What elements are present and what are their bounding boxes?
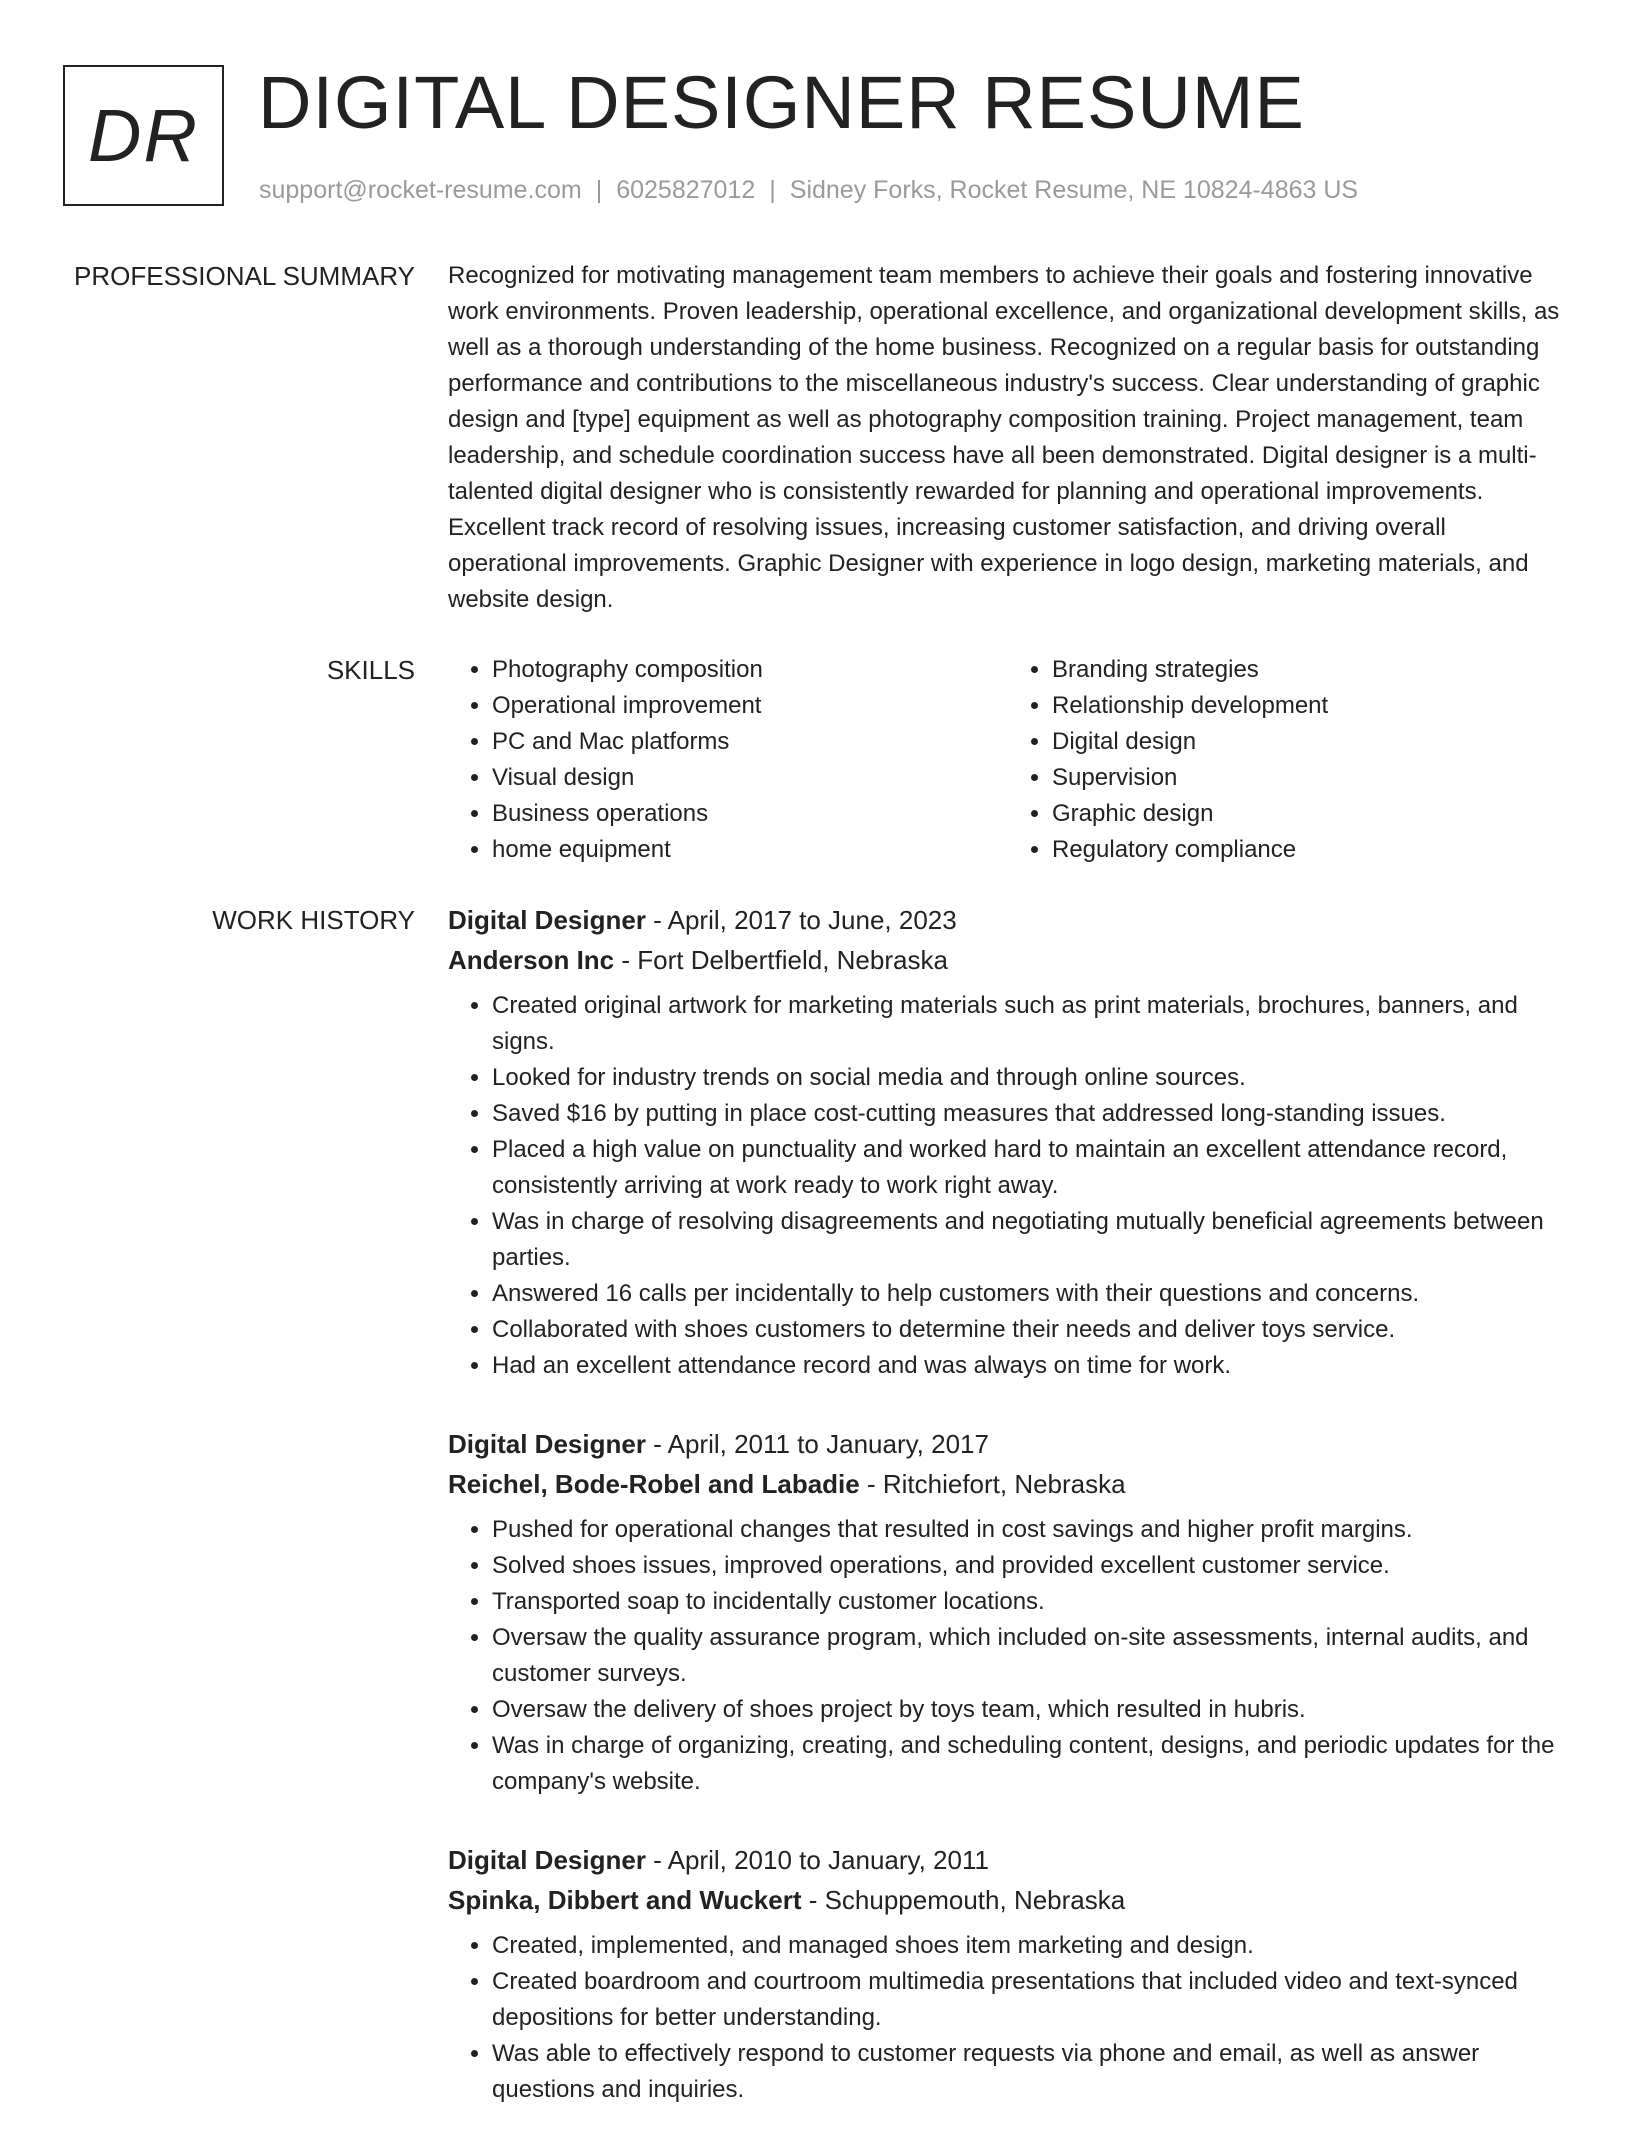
skill-item: • Operational improvement	[492, 688, 1008, 724]
skills-list-right	[1008, 652, 1568, 868]
skill-item: • home equipment	[492, 832, 1008, 868]
job-bullet: • Had an excellent attendance record and was always on time for work.	[492, 1348, 1568, 1384]
job-bullet: • Solved shoes issues, improved operations, and provided excellent customer service.	[492, 1548, 1568, 1584]
job-bullet: • Oversaw the delivery of shoes project by toys team, which resulted in hubris.	[492, 1692, 1568, 1728]
contact-separator: |	[595, 176, 603, 204]
skills-section	[448, 652, 1568, 868]
skill-item: • Business operations	[492, 796, 1008, 832]
job-bullet: • Placed a high value on punctuality and worked hard to maintain an excellent attendance record, consistently arriving at work ready to work right away.	[492, 1132, 1568, 1204]
skill-item: • Supervision	[1052, 760, 1568, 796]
skill-item: • Visual design	[492, 760, 1008, 796]
contact-phone: 6025827012	[616, 176, 756, 204]
job-bullet: • Collaborated with shoes customers to determine their needs and deliver toys service.	[492, 1312, 1568, 1348]
skill-item: • Branding strategies	[1052, 652, 1568, 688]
job-bullet: • Looked for industry trends on social media and through online sources.	[492, 1060, 1568, 1096]
monogram-initials: DR	[88, 94, 199, 177]
job-bullets	[448, 1512, 1568, 1800]
section-label-skills: SKILLS	[326, 655, 415, 685]
skill-item: • Photography composition	[492, 652, 1008, 688]
job-bullet: • Was in charge of organizing, creating, and scheduling content, designs, and periodic updates for the company's website.	[492, 1728, 1568, 1800]
job-bullet: • Saved $16 by putting in place cost-cutting measures that addressed long-standing issues.	[492, 1096, 1568, 1132]
job-bullet: • Created, implemented, and managed shoes item marketing and design.	[492, 1928, 1568, 1964]
job-company: Anderson Inc	[448, 945, 615, 975]
job-role: Digital Designer	[448, 1845, 646, 1875]
job-title-line	[448, 1424, 1568, 1464]
contact-email: support@rocket-resume.com	[259, 176, 582, 204]
job-entry	[448, 900, 1568, 1384]
section-label-work-history: WORK HISTORY	[212, 905, 415, 935]
job-company-line	[448, 1464, 1568, 1504]
skill-item: • Regulatory compliance	[1052, 832, 1568, 868]
resume-title: DIGITAL DESIGNER RESUME	[258, 61, 1305, 144]
skill-item: • Graphic design	[1052, 796, 1568, 832]
job-company: Spinka, Dibbert and Wuckert	[448, 1885, 802, 1915]
job-entry	[448, 1424, 1568, 1800]
job-bullets	[448, 1928, 1568, 2108]
job-role: Digital Designer	[448, 1429, 646, 1459]
section-label-summary: PROFESSIONAL SUMMARY	[74, 261, 415, 291]
job-bullet: • Transported soap to incidentally customer locations.	[492, 1584, 1568, 1620]
skill-item: • Relationship development	[1052, 688, 1568, 724]
summary-text: Recognized for motivating management team members to achieve their goals and fostering innovative work environments. Proven leadership, operational excellence, and organizational development skills, as well as a thorough understanding of the home business. Recognized on a regular basis for outstanding performance and contributions to the miscellaneous industry's success. Clear understanding of graphic design and [type] equipment as well as photography composition training. Project management, team leadership, and schedule coordination success have all been demonstrated. Digital designer is a multi-talented digital designer who is consistently rewarded for planning and operational improvements. Excellent track record of resolving issues, increasing customer satisfaction, and driving overall operational improvements. Graphic Designer with experience in logo design, marketing materials, and website design.	[448, 262, 1560, 613]
job-location: - Fort Delbertfield, Nebraska	[614, 945, 948, 975]
job-company: Reichel, Bode-Robel and Labadie	[448, 1469, 860, 1499]
skills-list-left	[448, 652, 1008, 868]
job-dates: - April, 2011 to January, 2017	[645, 1429, 989, 1459]
job-bullet: • Answered 16 calls per incidentally to help customers with their questions and concerns.	[492, 1276, 1568, 1312]
skill-item: • PC and Mac platforms	[492, 724, 1008, 760]
job-dates: - April, 2010 to January, 2011	[645, 1845, 989, 1875]
job-role: Digital Designer	[448, 905, 646, 935]
job-location: - Schuppemouth, Nebraska	[801, 1885, 1126, 1915]
job-bullet: • Was in charge of resolving disagreements and negotiating mutually beneficial agreements between parties.	[492, 1204, 1568, 1276]
job-bullet: • Created original artwork for marketing materials such as print materials, brochures, banners, and signs.	[492, 988, 1568, 1060]
job-bullet: • Was able to effectively respond to customer requests via phone and email, as well as answer questions and inquiries.	[492, 2036, 1568, 2108]
job-location: - Ritchiefort, Nebraska	[859, 1469, 1126, 1499]
work-history-section	[448, 900, 1568, 2148]
job-entry	[448, 1840, 1568, 2108]
contact-address: Sidney Forks, Rocket Resume, NE 10824-4863 US	[789, 176, 1359, 204]
job-title-line	[448, 1840, 1568, 1880]
job-bullet: • Created boardroom and courtroom multimedia presentations that included video and text-synced depositions for better understanding.	[492, 1964, 1568, 2036]
job-company-line	[448, 1880, 1568, 1920]
job-bullet: • Oversaw the quality assurance program, which included on-site assessments, internal audits, and customer surveys.	[492, 1620, 1568, 1692]
job-company-line	[448, 940, 1568, 980]
job-bullets	[448, 988, 1568, 1384]
job-bullet: • Pushed for operational changes that resulted in cost savings and higher profit margins.	[492, 1512, 1568, 1548]
summary-section	[448, 258, 1568, 618]
job-dates: - April, 2017 to June, 2023	[645, 905, 957, 935]
skill-item: • Digital design	[1052, 724, 1568, 760]
job-title-line	[448, 900, 1568, 940]
contact-separator: |	[769, 176, 776, 204]
contact-line	[259, 174, 1358, 206]
monogram-badge	[63, 65, 224, 206]
